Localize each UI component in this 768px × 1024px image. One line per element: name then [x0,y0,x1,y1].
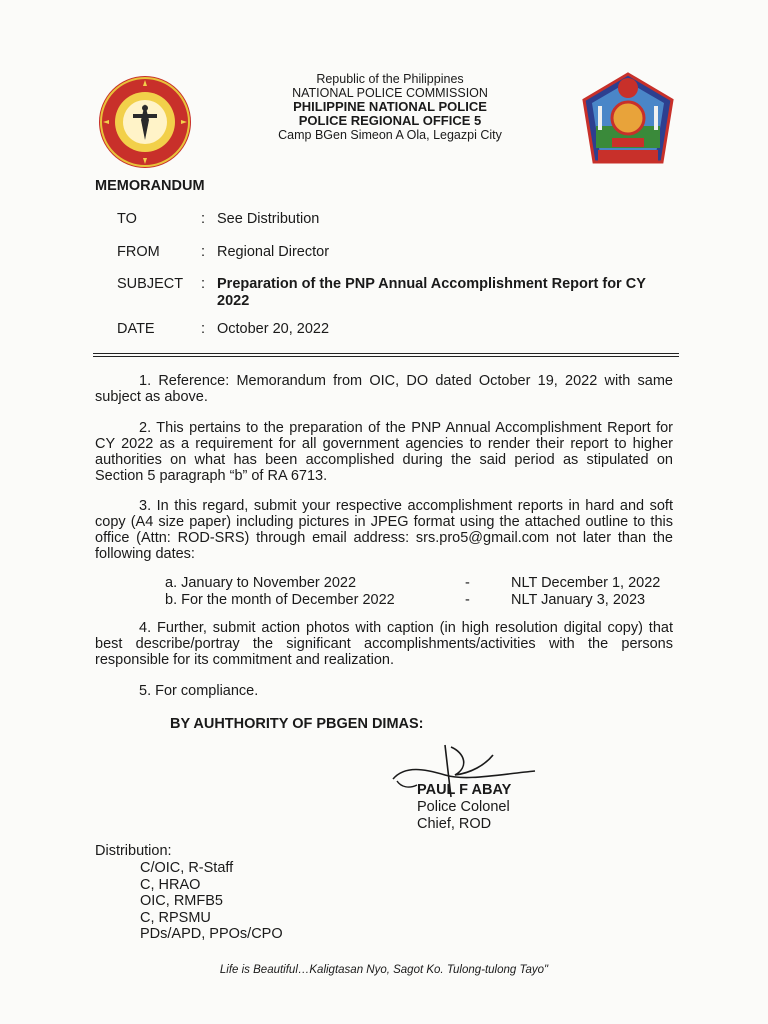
date-item-b-dash: - [465,592,470,608]
memo-from-colon: : [201,244,206,260]
signatory-name: PAUL F ABAY [417,782,512,798]
header-divider-bottom [93,356,679,357]
paragraph-3 [95,498,673,562]
distribution-list [140,860,283,943]
paragraph-4-text: 4. Further, submit action photos with caption (in high resolution digital copy) that best describe/portray the significant accomplishments/activities with the persons responsible for its commitment and realization. [95,620,673,668]
date-item-b-label: b. For the month of December 2022 [165,592,395,608]
signatory-rank: Police Colonel [417,799,510,815]
signature-block [417,782,511,833]
letterhead-line-address: Camp BGen Simeon A Ola, Legazpi City [278,128,502,142]
letterhead-line-pro5: POLICE REGIONAL OFFICE 5 [298,113,482,128]
distribution-item: C/OIC, R-Staff [140,860,234,876]
paragraph-2-text: 2. This pertains to the preparation of the PNP Annual Accomplishment Report for CY 2022 as a requirement for all government agencies to render their report to higher authorities on what has been accomplished during the said period as stipulated on Section 5 paragraph “b” of RA 6713. [95,420,673,484]
memo-subject-colon: : [201,276,206,292]
date-item-b-due: NLT January 3, 2023 [511,592,646,608]
paragraph-1-text: 1. Reference: Memorandum from OIC, DO dated October 19, 2022 with same subject as above. [95,373,673,405]
memo-title: MEMORANDUM [95,178,205,194]
memo-date-value: October 20, 2022 [217,321,330,337]
distribution-title: Distribution: [95,843,172,859]
paragraph-3-text: 3. In this regard, submit your respective accomplishment reports in hard and soft copy (A4 size paper) including pictures in JPEG format using the attached outline to this office (Attn: ROD-SRS) through email address: srs.pro5@gmail.com not later than the following dates: [95,498,673,562]
paragraph-2 [95,420,673,484]
distribution-item: C, RPSMU [140,909,211,926]
memo-to-value: See Distribution [217,211,320,227]
memo-to-colon: : [201,211,206,227]
memo-subject-label: SUBJECT [117,276,184,292]
letterhead [200,72,580,142]
signatory-position: Chief, ROD [417,816,492,832]
memo-to-label: TO [117,211,137,227]
letterhead-line-pnp: PHILIPPINE NATIONAL POLICE [293,99,487,114]
authority-line: BY AUHTHORITY OF PBGEN DIMAS: [170,716,424,732]
date-item-a-dash: - [465,575,470,591]
memo-date-label: DATE [117,321,155,337]
footer-slogan: Life is Beautiful…Kaligtasan Nyo, Sagot Ko. Tulong-tulong Tayo" [219,964,549,976]
distribution-item: PDs/APD, PPOs/CPO [140,926,283,943]
paragraph-5-text: 5. For compliance. [139,683,259,699]
letterhead-line-republic: Republic of the Philippines [316,72,464,86]
pro5-kasurog-badge-icon [578,70,678,170]
memo-date-colon: : [201,321,206,337]
memo-subject-value: Preparation of the PNP Annual Accomplishment Report for CY 2022 [217,276,646,309]
paragraph-4 [95,620,673,668]
memo-from-value: Regional Director [217,244,330,260]
paragraph-1 [95,373,673,405]
distribution-item: OIC, RMFB5 [140,893,223,910]
header-divider-top [93,353,679,354]
date-item-a-due: NLT December 1, 2022 [511,575,661,591]
distribution-item: C, HRAO [140,876,201,893]
date-item-a-label: a. January to November 2022 [165,575,357,591]
paragraph-5 [95,683,673,699]
letterhead-line-napolcom: NATIONAL POLICE COMMISSION [292,86,488,100]
memo-from-label: FROM [117,244,160,260]
pnp-seal-icon [97,74,193,170]
